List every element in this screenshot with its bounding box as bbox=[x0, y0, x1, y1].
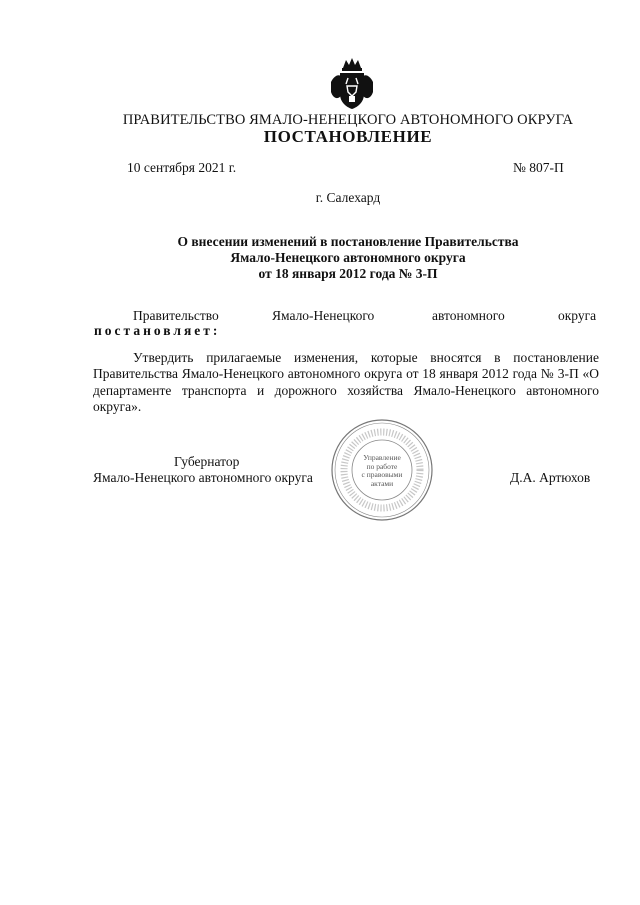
stamp-line: актами bbox=[370, 478, 394, 488]
body-paragraph: Утвердить прилагаемые изменения, которые вносятся в постановление Правительства Ямало-Ненецкого автономного округа от 18 января 2012 года № 3-П «О департаменте транспорта и дорожного хозяйства Ямало-Ненецкого автономного округа». bbox=[93, 350, 599, 415]
intro-word: Ямало-Ненецкого bbox=[272, 308, 375, 323]
intro-word: автономного bbox=[432, 308, 505, 323]
stamp-line: по работе bbox=[366, 461, 398, 471]
heading-line-1: О внесении изменений в постановление Правительства bbox=[177, 234, 519, 249]
government-title: ПРАВИТЕЛЬСТВО ЯМАЛО-НЕНЕЦКОГО АВТОНОМНОГО ОКРУГА bbox=[122, 112, 574, 128]
document-heading bbox=[100, 234, 596, 282]
signatory-name: Д.А. Артюхов bbox=[510, 470, 591, 485]
heading-line-2: Ямало-Ненецкого автономного округа bbox=[230, 250, 466, 265]
document-number: № 807-П bbox=[513, 160, 564, 175]
signatory-region: Ямало-Ненецкого автономного округа bbox=[93, 470, 313, 485]
intro-word: Правительство bbox=[133, 308, 219, 323]
decides-word: постановляет: bbox=[94, 323, 221, 338]
intro-word: округа bbox=[558, 308, 597, 323]
document-city: г. Салехард bbox=[315, 190, 381, 205]
signatory-position: Губернатор bbox=[174, 454, 240, 469]
stamp-line: Управление bbox=[363, 453, 401, 462]
document-date: 10 сентября 2021 г. bbox=[127, 160, 237, 175]
stamp-inner-text bbox=[352, 454, 412, 488]
stamp-line: с правовыми bbox=[361, 470, 403, 479]
heading-line-3: от 18 января 2012 года № 3-П bbox=[258, 266, 438, 281]
document-type: ПОСТАНОВЛЕНИЕ bbox=[263, 127, 433, 146]
coat-of-arms-icon bbox=[329, 56, 375, 112]
